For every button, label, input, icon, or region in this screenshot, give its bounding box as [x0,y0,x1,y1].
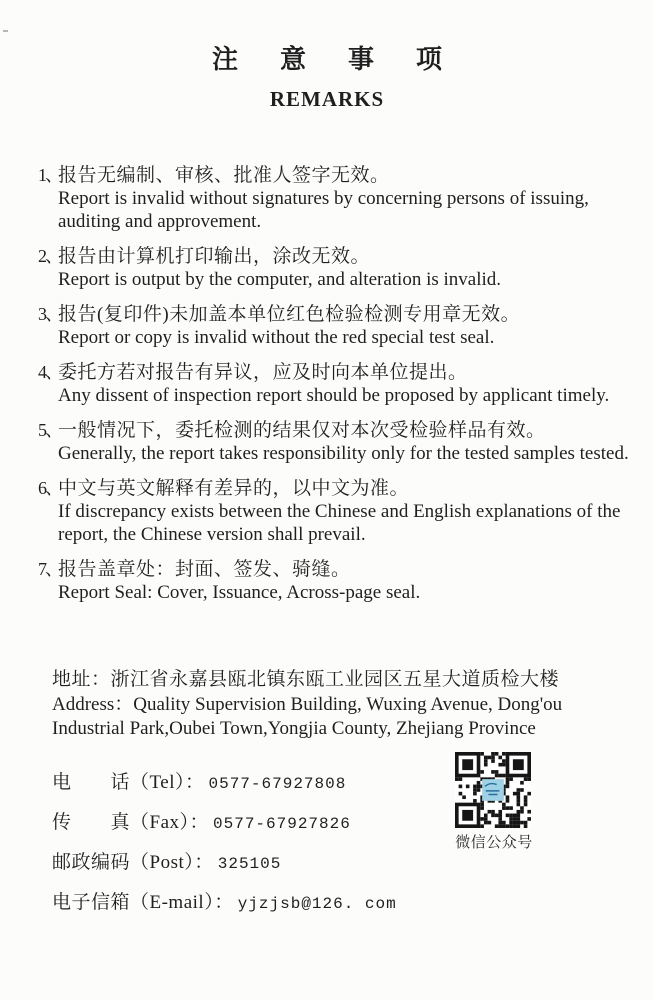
footer-contact-section [52,668,654,913]
remark-number: 5、 [38,420,61,440]
remark-body [58,419,654,465]
remark-body [58,164,654,233]
remark-number: 2、 [38,246,61,266]
postcode-value: 325105 [217,855,282,873]
page-title-chinese [0,0,654,74]
email-value: yjzjsb@126. com [237,895,397,913]
remark-item-4 [38,361,654,407]
remark-number: 1、 [38,165,61,185]
remark-body [58,303,654,349]
remark-body [58,558,654,604]
remark-item-2 [38,245,654,291]
remark-text-chinese: 一般情况下，委托检测的结果仅对本次受检验样品有效。 [58,420,546,441]
remark-body [58,477,654,546]
fax-label: 传 真（Fax）： [52,812,210,833]
remark-item-7 [38,558,654,604]
remark-text-english: Report Seal: Cover, Issuance, Across-page seal. [58,582,421,603]
remark-text-chinese: 中文与英文解释有差异的，以中文为准。 [58,478,410,499]
fax-row [52,807,654,833]
remark-text-english: Report is output by the computer, and alteration is invalid. [58,269,502,290]
postcode-row [52,847,654,873]
remark-text-chinese: 委托方若对报告有异议，应及时向本单位提出。 [58,362,468,383]
postcode-label: 邮政编码（Post）： [52,852,214,873]
remark-item-6 [38,477,654,546]
telephone-value: 0577-67927808 [208,775,347,793]
remark-item-3 [38,303,654,349]
qr-caption: 微信公众号 [455,835,533,851]
scan-artifact [3,30,8,32]
remark-text-chinese: 报告盖章处：封面、签发、骑缝。 [58,559,351,580]
remark-text-english: If discrepancy exists between the Chinese and English explanations of the report, the Chinese version shall prevail. [58,501,621,545]
email-row [52,887,654,913]
remark-text-chinese: 报告无编制、审核、批准人签字无效。 [58,165,390,186]
remark-text-english: Report is invalid without signatures by concerning persons of issuing, auditing and approvement. [58,188,589,232]
page-title-chinese-text: 注意事项 [211,45,484,74]
fax-value: 0577-67927826 [213,815,351,833]
remark-text-chinese: 报告(复印件)未加盖本单位红色检验检测专用章无效。 [58,304,521,325]
email-label: 电子信箱（E-mail）： [52,892,234,913]
remark-text-chinese: 报告由计算机打印输出，涂改无效。 [58,246,371,267]
remark-number: 3、 [38,304,61,324]
remark-body [58,361,654,407]
remark-number: 7、 [38,559,61,579]
remark-text-english: Generally, the report takes responsibility only for the tested samples tested. [58,443,629,464]
remark-number: 4、 [38,362,61,382]
remark-number: 6、 [38,478,61,498]
wechat-qr-block [455,752,533,851]
remark-text-english: Report or copy is invalid without the red special test seal. [58,327,495,348]
remark-body [58,245,654,291]
remark-text-english: Any dissent of inspection report should be proposed by applicant timely. [58,385,610,406]
address-chinese: 地址：浙江省永嘉县瓯北镇东瓯工业园区五星大道质检大楼 [52,669,560,690]
telephone-label: 电 话（Tel）： [52,772,205,793]
remark-item-1 [38,164,654,233]
wechat-qr-code-icon [455,752,531,828]
address-english: Address：Quality Supervision Building, Wuxing Avenue, Dong'ou Industrial Park,Oubei Town,Yongjia County, Zhejiang Province [52,694,563,739]
page-title-english: REMARKS [269,87,385,111]
remark-item-5 [38,419,654,465]
remarks-list [38,164,654,604]
contact-list [52,767,654,913]
telephone-row [52,767,654,793]
